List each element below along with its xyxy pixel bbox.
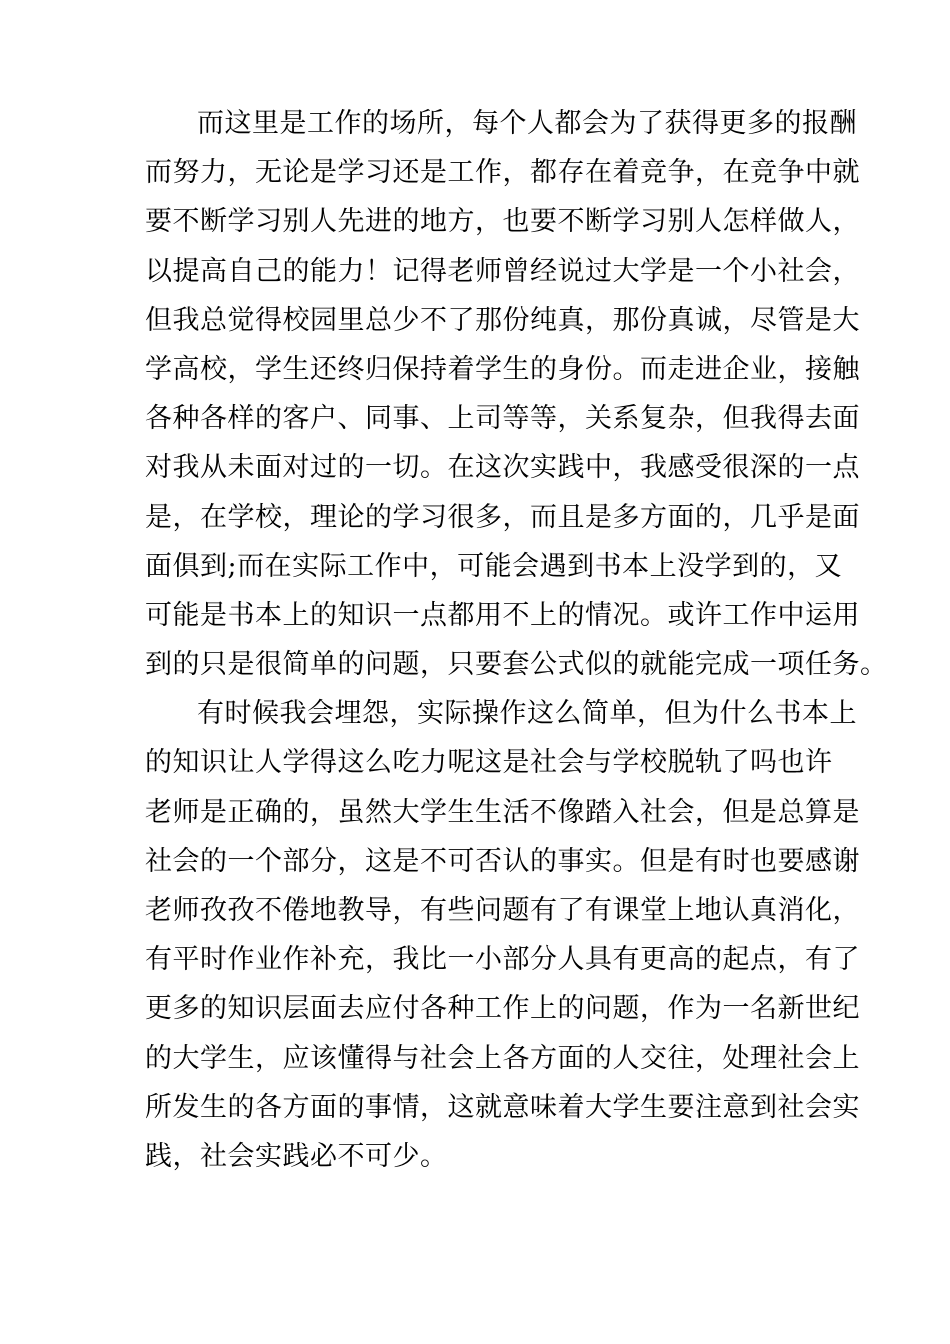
text-line: 有平时作业作补充，我比一小部分人具有更高的起点，有了 (145, 944, 860, 976)
text-line: 对我从未面对过的一切。在这次实践中，我感受很深的一点 (145, 452, 860, 484)
text-line: 面俱到;而在实际工作中，可能会遇到书本上没学到的，又 (145, 550, 843, 582)
text-line: 老师是正确的，虽然大学生生活不像踏入社会，但是总算是 (145, 796, 860, 828)
text-line: 但我总觉得校园里总少不了那份纯真，那份真诚，尽管是大 (145, 304, 860, 336)
text-line: 而努力，无论是学习还是工作，都存在着竞争，在竞争中就 (145, 157, 860, 189)
text-line: 是，在学校，理论的学习很多，而且是多方面的，几乎是面 (145, 501, 860, 533)
text-line: 而这里是工作的场所，每个人都会为了获得更多的报酬 (197, 108, 857, 139)
paragraph-2 (145, 689, 860, 1181)
text-line: 要不断学习别人先进的地方，也要不断学习别人怎样做人， (145, 206, 860, 238)
text-line: 的大学生，应该懂得与社会上各方面的人交往，处理社会上 (145, 1042, 860, 1074)
text-line: 可能是书本上的知识一点都用不上的情况。或许工作中运用 (145, 599, 860, 631)
text-line: 各种各样的客户、同事、上司等等，关系复杂，但我得去面 (145, 403, 860, 435)
text-line: 践，社会实践必不可少。 (145, 1140, 448, 1172)
text-line: 社会的一个部分，这是不可否认的事实。但是有时也要感谢 (145, 845, 860, 877)
document-body (145, 99, 888, 1181)
text-line: 老师孜孜不倦地教导，有些问题有了有课堂上地认真消化， (145, 895, 860, 926)
text-line: 更多的知识层面去应付各种工作上的问题，作为一名新世纪 (145, 993, 860, 1025)
text-line: 有时候我会埋怨，实际操作这么简单，但为什么书本上 (197, 698, 857, 730)
text-line: 到的只是很简单的问题，只要套公式似的就能完成一项任务。 (145, 649, 888, 681)
text-line: 所发生的各方面的事情，这就意味着大学生要注意到社会实 (145, 1091, 860, 1123)
text-line: 以提高自己的能力！记得老师曾经说过大学是一个小社会， (145, 255, 860, 287)
paragraph-1 (145, 99, 888, 689)
text-line: 学高校，学生还终归保持着学生的身份。而走进企业，接触 (145, 353, 860, 385)
text-line: 的知识让人学得这么吃力呢这是社会与学校脱轨了吗也许 (145, 747, 833, 779)
